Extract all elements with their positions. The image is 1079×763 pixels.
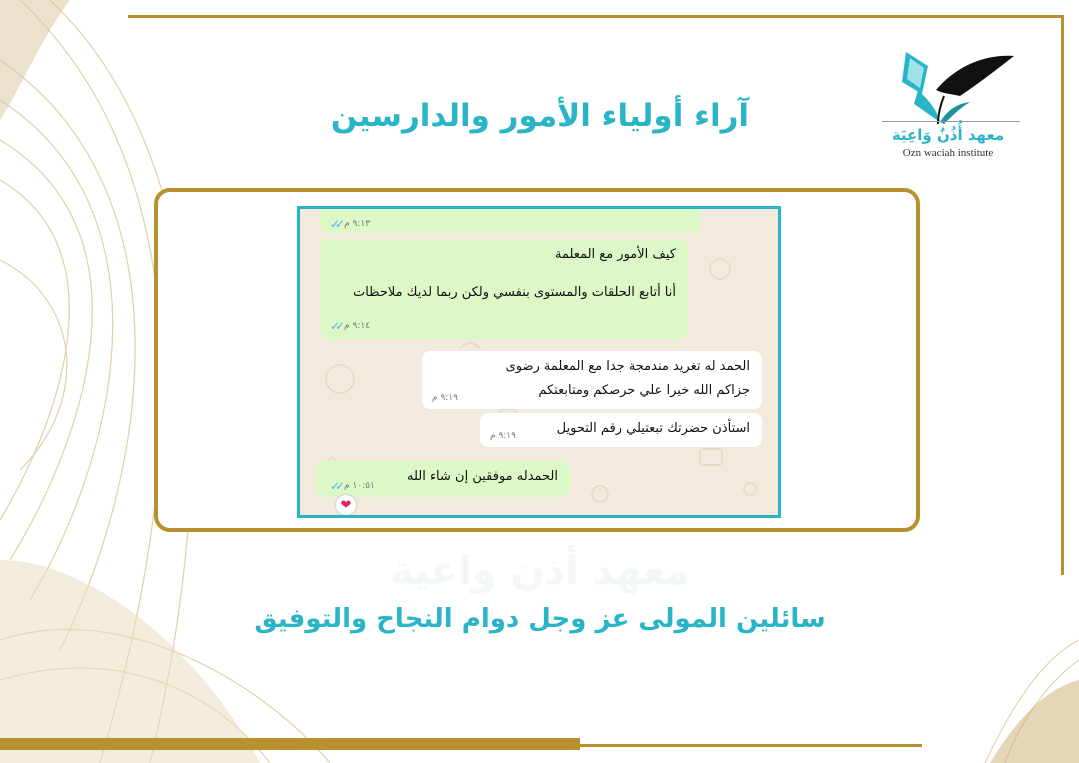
chat-message-incoming — [422, 351, 762, 409]
chat-message-incoming — [480, 413, 762, 447]
page-title: آراء أولياء الأمور والدارسين — [330, 98, 750, 134]
heart-reaction-icon: ❤ — [336, 495, 356, 515]
message-time: ٩:١٣ م — [344, 219, 371, 229]
closing-message: سائلين المولى عز وجل دوام النجاح والتوفيق — [254, 604, 826, 634]
message-time: ٩:١٤ م — [344, 321, 371, 331]
chat-message-outgoing — [320, 239, 688, 339]
read-ticks-icon: ✓✓ — [330, 217, 341, 231]
read-ticks-icon: ✓✓ — [330, 479, 341, 493]
faded-watermark-text: معهد أذن واعية — [390, 548, 690, 594]
message-text-line: جزاكم الله خيرا علي حرصكم ومتابعتكم — [538, 383, 750, 398]
message-text-line: كيف الأمور مع المعلمة — [555, 247, 676, 262]
message-meta — [432, 393, 458, 403]
message-text-line: الحمدله موفقين إن شاء الله — [406, 469, 558, 484]
bottom-gold-rule — [580, 744, 922, 747]
message-text-line: استأذن حضرتك تبعتيلي رقم التحويل — [556, 421, 750, 436]
bottom-gold-bar — [0, 738, 580, 750]
message-meta — [330, 217, 370, 231]
message-meta — [330, 319, 370, 333]
read-ticks-icon: ✓✓ — [330, 319, 341, 333]
message-time: ١٠:٥١ م — [344, 481, 375, 491]
message-text-line: الحمد له تغريد مندمجة جدا مع المعلمة رضوى — [505, 359, 750, 374]
right-gold-rule — [1061, 15, 1064, 575]
message-meta — [490, 431, 516, 441]
message-time: ٩:١٩ م — [490, 431, 516, 441]
institute-logo — [878, 44, 1018, 164]
top-gold-rule — [128, 15, 1064, 18]
message-meta — [330, 479, 375, 493]
chat-screenshot — [297, 206, 781, 518]
message-text-line: أنا أتابع الحلقات والمستوى بنفسي ولكن ربما لديك ملاحظات — [352, 285, 676, 300]
chat-message-outgoing — [320, 206, 700, 233]
logo-divider — [882, 121, 1020, 122]
message-time: ٩:١٩ م — [432, 393, 458, 403]
logo-arabic-name: معهد أُذُنٌ وَاعِيَة — [891, 126, 1005, 144]
logo-english-name: Ozn waciah institute — [902, 147, 994, 159]
